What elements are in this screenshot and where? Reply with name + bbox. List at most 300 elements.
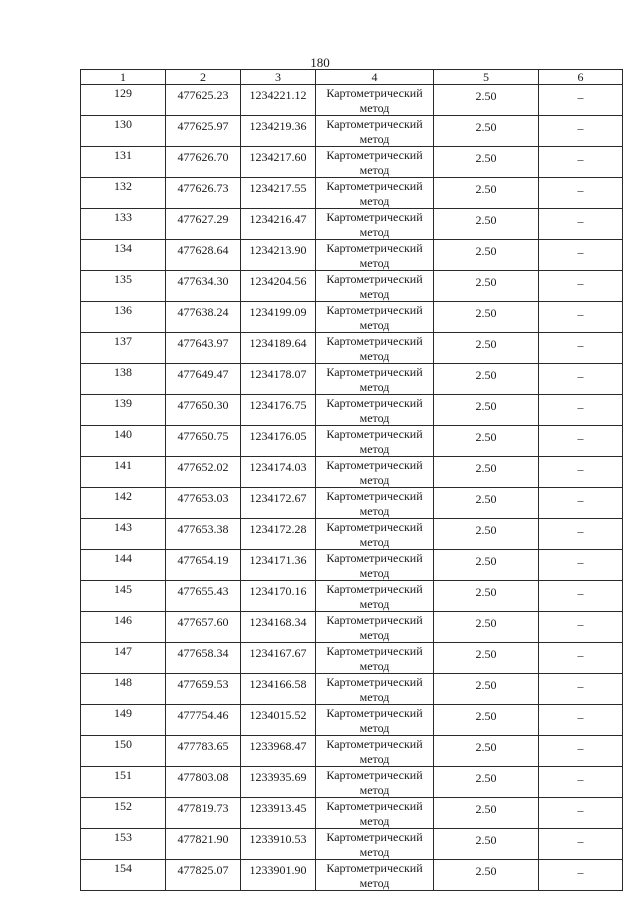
- method-text: метод: [359, 411, 390, 425]
- method-cell: [316, 736, 434, 767]
- coordinate-x-cell: [166, 736, 241, 767]
- header-col-1: 1: [81, 70, 166, 85]
- coordinate-x-cell: [166, 674, 241, 705]
- note-text: –: [577, 276, 584, 290]
- table-row: [81, 860, 623, 891]
- accuracy-cell: [434, 550, 539, 581]
- note-cell: [539, 736, 623, 767]
- coordinate-y-cell: [241, 736, 316, 767]
- accuracy-text: 2.50: [475, 647, 497, 661]
- note-text: –: [577, 214, 584, 228]
- note-text: –: [577, 865, 584, 879]
- accuracy-text: 2.50: [475, 864, 497, 878]
- method-text: метод: [359, 504, 390, 518]
- coordinate-y-text: 1234176.05: [249, 429, 307, 443]
- table-row: [81, 581, 623, 612]
- coordinate-x-cell: [166, 426, 241, 457]
- accuracy-cell: [434, 395, 539, 426]
- note-cell: [539, 271, 623, 302]
- coordinate-x-text: 477819.73: [177, 801, 229, 815]
- point-number-cell: [81, 829, 166, 860]
- note-text: –: [577, 462, 584, 476]
- point-number-text: 151: [114, 768, 132, 782]
- note-text: –: [577, 338, 584, 352]
- coordinate-x-text: 477658.34: [177, 646, 229, 660]
- note-cell: [539, 705, 623, 736]
- note-text: –: [577, 803, 584, 817]
- note-cell: [539, 209, 623, 240]
- coordinate-x-text: 477650.30: [177, 398, 229, 412]
- method-text: метод: [359, 163, 390, 177]
- method-text: метод: [359, 256, 390, 270]
- table-row: [81, 333, 623, 364]
- coordinate-x-text: 477659.53: [177, 677, 229, 691]
- coordinate-y-cell: [241, 240, 316, 271]
- accuracy-text: 2.50: [475, 554, 497, 568]
- table-row: [81, 674, 623, 705]
- method-text: метод: [359, 597, 390, 611]
- coordinate-y-cell: [241, 302, 316, 333]
- accuracy-text: 2.50: [475, 213, 497, 227]
- coordinate-y-cell: [241, 612, 316, 643]
- accuracy-text: 2.50: [475, 802, 497, 816]
- method-text: Картометрический: [326, 303, 423, 317]
- accuracy-text: 2.50: [475, 616, 497, 630]
- note-cell: [539, 860, 623, 891]
- note-text: –: [577, 183, 584, 197]
- coordinate-y-cell: [241, 829, 316, 860]
- coordinate-x-text: 477626.73: [177, 181, 229, 195]
- method-text: метод: [359, 380, 390, 394]
- method-cell: [316, 860, 434, 891]
- coordinate-y-text: 1234167.67: [249, 646, 307, 660]
- table-row: [81, 488, 623, 519]
- note-cell: [539, 364, 623, 395]
- coordinate-x-cell: [166, 519, 241, 550]
- coordinate-y-text: 1234176.75: [249, 398, 307, 412]
- accuracy-cell: [434, 457, 539, 488]
- coordinate-y-text: 1234213.90: [249, 243, 307, 257]
- note-text: –: [577, 772, 584, 786]
- table-row: [81, 612, 623, 643]
- table-row: [81, 147, 623, 178]
- table-header: [81, 70, 623, 85]
- accuracy-text: 2.50: [475, 306, 497, 320]
- point-number-text: 142: [114, 489, 132, 503]
- note-text: –: [577, 555, 584, 569]
- note-cell: [539, 767, 623, 798]
- accuracy-cell: [434, 333, 539, 364]
- coordinate-y-text: 1233910.53: [249, 832, 307, 846]
- coordinate-x-cell: [166, 643, 241, 674]
- header-col-4: 4: [316, 70, 434, 85]
- header-col-2: 2: [166, 70, 241, 85]
- coordinate-x-cell: [166, 85, 241, 116]
- method-text: метод: [359, 690, 390, 704]
- coordinate-x-text: 477634.30: [177, 274, 229, 288]
- method-text: метод: [359, 628, 390, 642]
- accuracy-cell: [434, 829, 539, 860]
- coordinate-x-cell: [166, 798, 241, 829]
- coordinate-y-cell: [241, 519, 316, 550]
- method-cell: [316, 271, 434, 302]
- method-text: метод: [359, 845, 390, 859]
- point-number-cell: [81, 860, 166, 891]
- method-text: Картометрический: [326, 427, 423, 441]
- table-row: [81, 364, 623, 395]
- method-text: Картометрический: [326, 334, 423, 348]
- point-number-cell: [81, 302, 166, 333]
- accuracy-cell: [434, 674, 539, 705]
- method-cell: [316, 178, 434, 209]
- accuracy-cell: [434, 798, 539, 829]
- table-row: [81, 457, 623, 488]
- header-col-6: 6: [539, 70, 623, 85]
- point-number-cell: [81, 209, 166, 240]
- method-text: метод: [359, 814, 390, 828]
- method-text: Картометрический: [326, 272, 423, 286]
- coordinate-y-text: 1234219.36: [249, 119, 307, 133]
- note-text: –: [577, 648, 584, 662]
- point-number-text: 146: [114, 613, 132, 627]
- method-text: Картометрический: [326, 799, 423, 813]
- accuracy-cell: [434, 116, 539, 147]
- method-text: метод: [359, 225, 390, 239]
- coordinate-x-text: 477643.97: [177, 336, 229, 350]
- method-text: метод: [359, 318, 390, 332]
- point-number-text: 150: [114, 737, 132, 751]
- coordinate-x-cell: [166, 364, 241, 395]
- method-cell: [316, 457, 434, 488]
- accuracy-text: 2.50: [475, 368, 497, 382]
- coordinate-y-text: 1234178.07: [249, 367, 307, 381]
- accuracy-text: 2.50: [475, 523, 497, 537]
- note-cell: [539, 178, 623, 209]
- point-number-cell: [81, 643, 166, 674]
- point-number-cell: [81, 488, 166, 519]
- accuracy-text: 2.50: [475, 771, 497, 785]
- method-text: метод: [359, 101, 390, 115]
- table-row: [81, 116, 623, 147]
- accuracy-text: 2.50: [475, 585, 497, 599]
- method-text: метод: [359, 876, 390, 890]
- coordinate-y-text: 1234172.28: [249, 522, 307, 536]
- note-text: –: [577, 369, 584, 383]
- coordinate-x-cell: [166, 488, 241, 519]
- note-cell: [539, 674, 623, 705]
- table-row: [81, 209, 623, 240]
- coordinate-y-cell: [241, 705, 316, 736]
- table-row: [81, 426, 623, 457]
- point-number-cell: [81, 116, 166, 147]
- point-number-text: 152: [114, 799, 132, 813]
- method-text: метод: [359, 132, 390, 146]
- coordinate-x-text: 477654.19: [177, 553, 229, 567]
- point-number-cell: [81, 767, 166, 798]
- accuracy-cell: [434, 364, 539, 395]
- point-number-text: 139: [114, 396, 132, 410]
- table-row: [81, 302, 623, 333]
- accuracy-cell: [434, 705, 539, 736]
- table-row: [81, 643, 623, 674]
- coordinate-x-cell: [166, 240, 241, 271]
- accuracy-cell: [434, 426, 539, 457]
- method-cell: [316, 643, 434, 674]
- method-cell: [316, 550, 434, 581]
- table-row: [81, 736, 623, 767]
- method-cell: [316, 581, 434, 612]
- method-cell: [316, 395, 434, 426]
- method-cell: [316, 147, 434, 178]
- method-text: Картометрический: [326, 148, 423, 162]
- accuracy-text: 2.50: [475, 833, 497, 847]
- coordinate-y-cell: [241, 488, 316, 519]
- accuracy-text: 2.50: [475, 275, 497, 289]
- coordinate-y-text: 1234221.12: [249, 88, 307, 102]
- coordinate-y-text: 1233901.90: [249, 863, 307, 877]
- coordinate-x-text: 477821.90: [177, 832, 229, 846]
- coordinate-x-cell: [166, 457, 241, 488]
- note-text: –: [577, 493, 584, 507]
- coordinate-x-cell: [166, 860, 241, 891]
- coordinate-x-cell: [166, 147, 241, 178]
- note-cell: [539, 426, 623, 457]
- note-cell: [539, 240, 623, 271]
- accuracy-text: 2.50: [475, 244, 497, 258]
- method-text: Картометрический: [326, 551, 423, 565]
- accuracy-cell: [434, 178, 539, 209]
- point-number-cell: [81, 333, 166, 364]
- note-text: –: [577, 679, 584, 693]
- point-number-cell: [81, 395, 166, 426]
- point-number-text: 143: [114, 520, 132, 534]
- note-cell: [539, 519, 623, 550]
- coordinate-y-cell: [241, 581, 316, 612]
- note-text: –: [577, 834, 584, 848]
- method-text: Картометрический: [326, 830, 423, 844]
- note-text: –: [577, 710, 584, 724]
- point-number-text: 149: [114, 706, 132, 720]
- point-number-text: 147: [114, 644, 132, 658]
- coordinate-x-text: 477625.97: [177, 119, 229, 133]
- coordinate-y-text: 1234174.03: [249, 460, 307, 474]
- method-text: Картометрический: [326, 241, 423, 255]
- point-number-cell: [81, 519, 166, 550]
- coordinate-y-text: 1233935.69: [249, 770, 307, 784]
- method-cell: [316, 767, 434, 798]
- method-text: Картометрический: [326, 768, 423, 782]
- point-number-cell: [81, 705, 166, 736]
- coordinate-x-text: 477653.38: [177, 522, 229, 536]
- note-text: –: [577, 741, 584, 755]
- coordinate-y-cell: [241, 209, 316, 240]
- accuracy-text: 2.50: [475, 430, 497, 444]
- point-number-cell: [81, 364, 166, 395]
- coordinate-y-cell: [241, 271, 316, 302]
- point-number-text: 153: [114, 830, 132, 844]
- point-number-text: 130: [114, 117, 132, 131]
- table-row: [81, 178, 623, 209]
- method-text: Картометрический: [326, 365, 423, 379]
- coordinate-y-text: 1234166.58: [249, 677, 307, 691]
- point-number-text: 131: [114, 148, 132, 162]
- accuracy-text: 2.50: [475, 678, 497, 692]
- coordinate-y-cell: [241, 333, 316, 364]
- method-text: Картометрический: [326, 644, 423, 658]
- coordinate-y-text: 1234217.55: [249, 181, 307, 195]
- coordinate-y-text: 1234015.52: [249, 708, 307, 722]
- method-cell: [316, 798, 434, 829]
- header-col-3: 3: [241, 70, 316, 85]
- note-cell: [539, 333, 623, 364]
- point-number-cell: [81, 736, 166, 767]
- coordinate-x-cell: [166, 829, 241, 860]
- note-cell: [539, 798, 623, 829]
- method-text: Картометрический: [326, 458, 423, 472]
- coordinate-x-text: 477754.46: [177, 708, 229, 722]
- method-cell: [316, 209, 434, 240]
- accuracy-text: 2.50: [475, 461, 497, 475]
- point-number-cell: [81, 271, 166, 302]
- accuracy-cell: [434, 302, 539, 333]
- point-number-text: 134: [114, 241, 132, 255]
- method-cell: [316, 674, 434, 705]
- coordinate-y-cell: [241, 426, 316, 457]
- method-text: Картометрический: [326, 179, 423, 193]
- method-text: метод: [359, 287, 390, 301]
- method-text: метод: [359, 535, 390, 549]
- method-text: Картометрический: [326, 396, 423, 410]
- method-cell: [316, 364, 434, 395]
- accuracy-text: 2.50: [475, 182, 497, 196]
- accuracy-cell: [434, 240, 539, 271]
- header-row: [81, 70, 623, 85]
- table-row: [81, 705, 623, 736]
- method-cell: [316, 426, 434, 457]
- method-cell: [316, 302, 434, 333]
- point-number-text: 154: [114, 861, 132, 875]
- point-number-cell: [81, 457, 166, 488]
- coordinate-y-cell: [241, 860, 316, 891]
- note-cell: [539, 643, 623, 674]
- coordinate-y-text: 1234216.47: [249, 212, 307, 226]
- coordinate-x-text: 477657.60: [177, 615, 229, 629]
- accuracy-cell: [434, 271, 539, 302]
- point-number-text: 138: [114, 365, 132, 379]
- method-cell: [316, 519, 434, 550]
- point-number-cell: [81, 581, 166, 612]
- accuracy-cell: [434, 147, 539, 178]
- method-text: метод: [359, 783, 390, 797]
- accuracy-cell: [434, 860, 539, 891]
- method-text: Картометрический: [326, 861, 423, 875]
- note-cell: [539, 85, 623, 116]
- coordinate-x-text: 477638.24: [177, 305, 229, 319]
- coordinate-x-text: 477628.64: [177, 243, 229, 257]
- coordinate-y-cell: [241, 767, 316, 798]
- coordinate-x-cell: [166, 116, 241, 147]
- coordinate-y-text: 1234189.64: [249, 336, 307, 350]
- method-text: метод: [359, 566, 390, 580]
- table-row: [81, 85, 623, 116]
- note-cell: [539, 829, 623, 860]
- point-number-cell: [81, 674, 166, 705]
- method-text: метод: [359, 473, 390, 487]
- method-text: метод: [359, 721, 390, 735]
- coordinate-y-cell: [241, 674, 316, 705]
- accuracy-text: 2.50: [475, 709, 497, 723]
- note-cell: [539, 116, 623, 147]
- coordinate-x-cell: [166, 767, 241, 798]
- method-cell: [316, 116, 434, 147]
- coordinate-y-cell: [241, 364, 316, 395]
- method-text: Картометрический: [326, 675, 423, 689]
- point-number-cell: [81, 147, 166, 178]
- point-number-text: 137: [114, 334, 132, 348]
- note-cell: [539, 581, 623, 612]
- coordinate-y-text: 1233968.47: [249, 739, 307, 753]
- table-row: [81, 550, 623, 581]
- note-text: –: [577, 400, 584, 414]
- point-number-text: 133: [114, 210, 132, 224]
- method-text: Картометрический: [326, 582, 423, 596]
- point-number-cell: [81, 178, 166, 209]
- accuracy-text: 2.50: [475, 151, 497, 165]
- table-row: [81, 395, 623, 426]
- coordinate-y-text: 1234199.09: [249, 305, 307, 319]
- coordinate-y-cell: [241, 550, 316, 581]
- coordinate-x-text: 477825.07: [177, 863, 229, 877]
- note-cell: [539, 395, 623, 426]
- point-number-text: 129: [114, 86, 132, 100]
- coordinates-table: [80, 69, 623, 891]
- point-number-cell: [81, 550, 166, 581]
- coordinate-x-cell: [166, 395, 241, 426]
- note-cell: [539, 457, 623, 488]
- point-number-cell: [81, 798, 166, 829]
- coordinate-y-cell: [241, 85, 316, 116]
- accuracy-text: 2.50: [475, 740, 497, 754]
- accuracy-cell: [434, 488, 539, 519]
- coordinate-x-text: 477803.08: [177, 770, 229, 784]
- accuracy-cell: [434, 736, 539, 767]
- note-text: –: [577, 524, 584, 538]
- note-cell: [539, 147, 623, 178]
- coordinate-x-cell: [166, 705, 241, 736]
- note-text: –: [577, 152, 584, 166]
- point-number-cell: [81, 85, 166, 116]
- point-number-text: 136: [114, 303, 132, 317]
- coordinate-x-text: 477625.23: [177, 88, 229, 102]
- coordinate-x-cell: [166, 178, 241, 209]
- accuracy-text: 2.50: [475, 89, 497, 103]
- coordinate-y-cell: [241, 395, 316, 426]
- coordinate-x-cell: [166, 612, 241, 643]
- method-text: Картометрический: [326, 210, 423, 224]
- point-number-text: 145: [114, 582, 132, 596]
- accuracy-text: 2.50: [475, 492, 497, 506]
- method-cell: [316, 240, 434, 271]
- coordinate-x-text: 477626.70: [177, 150, 229, 164]
- table-row: [81, 829, 623, 860]
- coordinate-x-text: 477650.75: [177, 429, 229, 443]
- method-cell: [316, 829, 434, 860]
- coordinate-x-text: 477783.65: [177, 739, 229, 753]
- accuracy-cell: [434, 612, 539, 643]
- point-number-text: 141: [114, 458, 132, 472]
- method-text: Картометрический: [326, 520, 423, 534]
- note-text: –: [577, 245, 584, 259]
